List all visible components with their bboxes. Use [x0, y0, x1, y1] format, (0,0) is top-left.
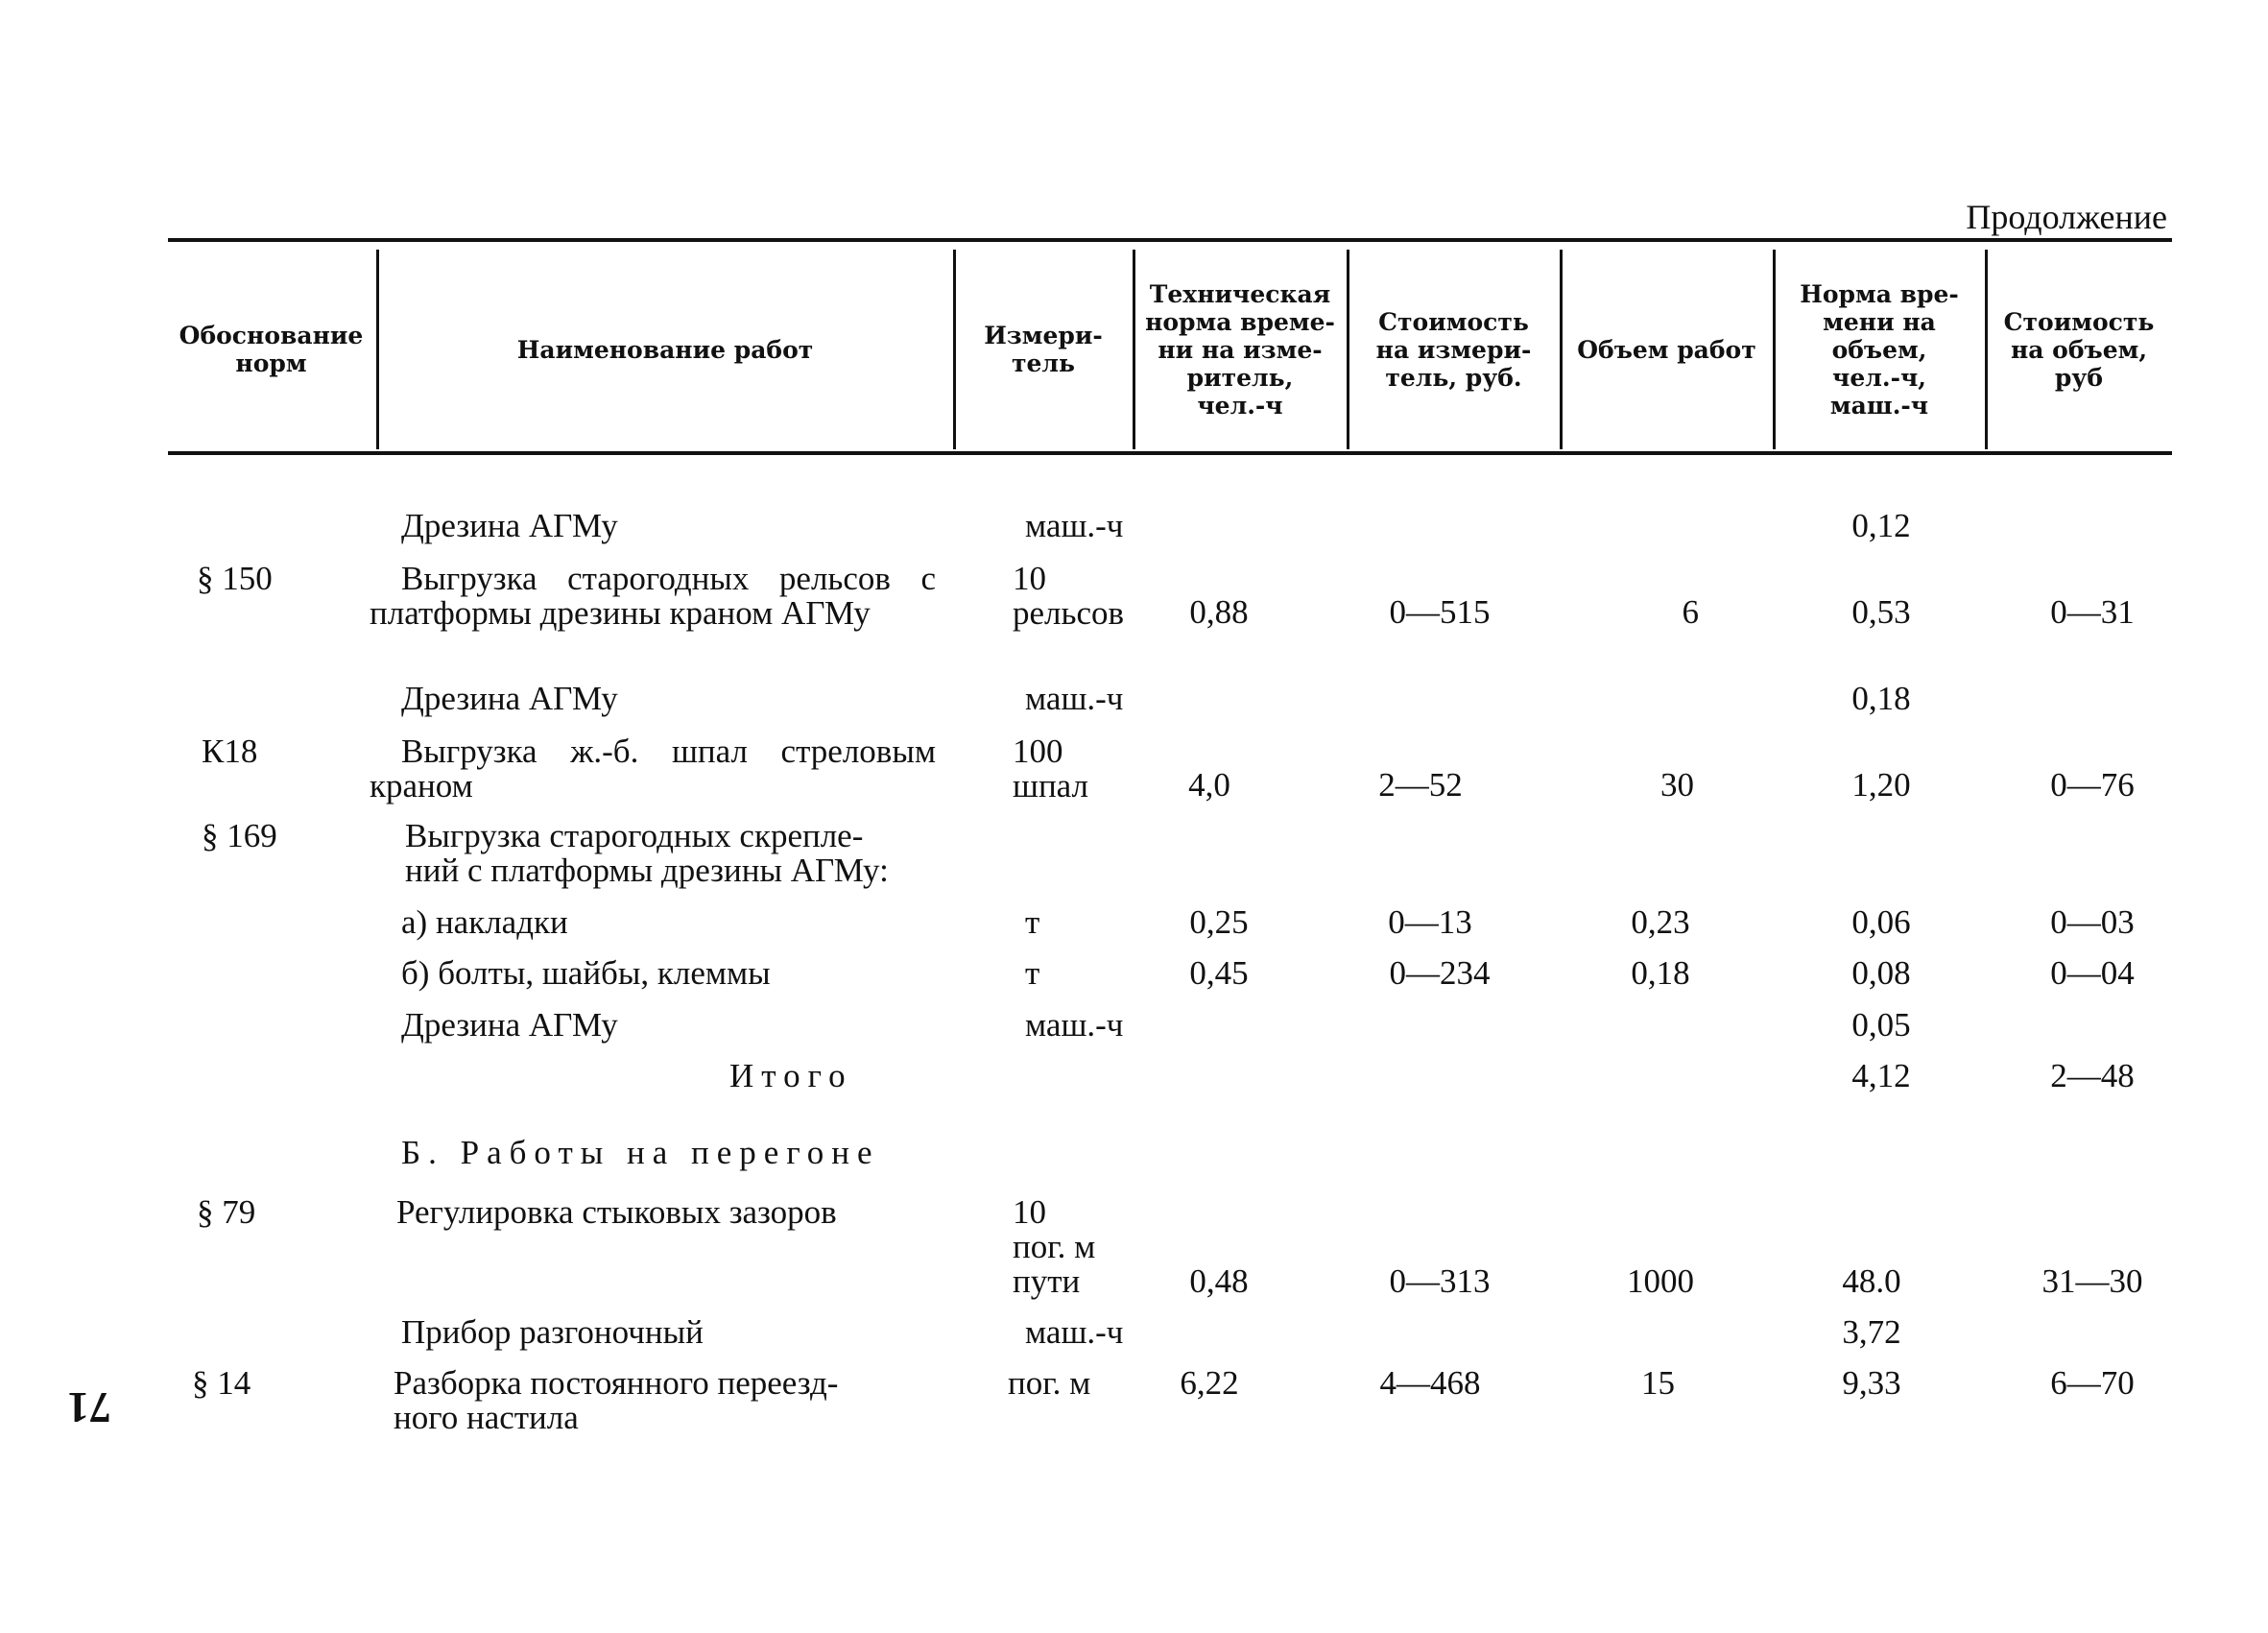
norm-cell: 4,0 — [1188, 766, 1230, 804]
unit-cell: 100 шпал — [1013, 732, 1088, 804]
norm-cell: 0,45 — [1189, 954, 1249, 992]
norm-cell: 0,88 — [1189, 593, 1249, 631]
header-basis: Обоснование норм — [179, 322, 364, 377]
header-time-norm: Техническая норма време- ни на изме- ритель, чел.-ч — [1145, 279, 1335, 420]
cost-cell: 0—13 — [1388, 903, 1472, 941]
unit-cell: маш.-ч — [1025, 507, 1124, 544]
norm-cell: 6,22 — [1180, 1364, 1239, 1402]
cost-total-cell: 0—04 — [2050, 954, 2135, 992]
volume-cell: 30 — [1660, 766, 1694, 804]
header-volume: Объем работ — [1577, 335, 1756, 364]
volume-cell: 0,23 — [1631, 903, 1690, 941]
norm-total-cell: 0,08 — [1851, 954, 1911, 992]
volume-cell: 15 — [1641, 1364, 1675, 1402]
cost-total-cell: 0—76 — [2050, 766, 2135, 804]
volume-cell: 6 — [1682, 593, 1699, 631]
norm-cell: 0,48 — [1189, 1262, 1249, 1300]
work-name: Разборка постоянного переезд- ного настила — [394, 1364, 839, 1436]
work-name: Прибор разгоночный — [401, 1313, 704, 1351]
basis-cell: § 14 — [192, 1364, 251, 1402]
header-cost-total: Стоимость на объем, руб — [2003, 307, 2155, 392]
total-label: Итого — [729, 1057, 853, 1094]
norm-total-cell: 0,05 — [1851, 1006, 1911, 1044]
cost-cell: 0—234 — [1389, 954, 1491, 992]
work-name: Дрезина АГМу — [401, 1006, 618, 1044]
unit-cell: маш.-ч — [1025, 1006, 1124, 1044]
norm-total-cell: 0,12 — [1851, 507, 1911, 544]
norm-total-cell: 3,72 — [1842, 1313, 1901, 1351]
basis-cell: § 150 — [197, 560, 273, 597]
header-time-total: Норма вре- мени на объем, чел.-ч, маш.-ч — [1800, 279, 1959, 420]
cost-total-cell: 31—30 — [2041, 1262, 2143, 1300]
header-unit: Измери- тель — [984, 322, 1103, 377]
cost-total-cell: 0—03 — [2050, 903, 2135, 941]
cost-cell: 0—313 — [1389, 1262, 1491, 1300]
unit-cell: т — [1025, 954, 1040, 992]
header-unit-cost: Стоимость на измери- тель, руб. — [1375, 307, 1532, 392]
norm-total-cell: 9,33 — [1842, 1364, 1901, 1402]
volume-cell: 1000 — [1627, 1262, 1694, 1300]
basis-cell: К18 — [202, 732, 258, 770]
continuation-label: Продолжение — [1966, 198, 2167, 236]
norm-total-cell: 48.0 — [1842, 1262, 1901, 1300]
basis-cell: § 169 — [202, 817, 277, 854]
norm-total-cell: 0,06 — [1851, 903, 1911, 941]
work-name: Выгрузка ж.-б. шпал стреловым краном — [370, 732, 936, 804]
norm-total-cell: 4,12 — [1851, 1057, 1911, 1094]
header-work-name: Наименование работ — [516, 335, 814, 364]
cost-cell: 2—52 — [1378, 766, 1463, 804]
volume-cell: 0,18 — [1631, 954, 1690, 992]
work-name: Дрезина АГМу — [401, 507, 618, 544]
table-top-rule — [168, 238, 2172, 242]
unit-cell: маш.-ч — [1025, 680, 1124, 717]
header-bottom-rule — [168, 451, 2172, 455]
unit-cell: т — [1025, 903, 1040, 941]
section-heading: Б. Работы на перегоне — [401, 1134, 880, 1171]
basis-cell: § 79 — [197, 1193, 256, 1231]
norm-total-cell: 1,20 — [1851, 766, 1911, 804]
cost-total-cell: 2—48 — [2050, 1057, 2135, 1094]
page-number: 71 — [67, 1383, 111, 1432]
work-name: Регулировка стыковых зазоров — [396, 1193, 837, 1231]
work-name: Дрезина АГМу — [401, 680, 618, 717]
unit-cell: маш.-ч — [1025, 1313, 1124, 1351]
norm-total-cell: 0,53 — [1851, 593, 1911, 631]
norm-cell: 0,25 — [1189, 903, 1249, 941]
cost-cell: 4—468 — [1379, 1364, 1481, 1402]
work-name: б) болты, шайбы, клеммы — [401, 954, 771, 992]
cost-cell: 0—515 — [1389, 593, 1491, 631]
work-name: Выгрузка старогодных рельсов с платформы дрезины краном АГМу — [370, 560, 936, 632]
unit-cell: пог. м — [1008, 1364, 1091, 1402]
unit-cell: 10 рельсов — [1013, 560, 1125, 632]
cost-total-cell: 0—31 — [2050, 593, 2135, 631]
work-name: Выгрузка старогодных скрепле- ний с платформы дрезины АГМу: — [405, 817, 889, 889]
work-name: а) накладки — [401, 903, 568, 941]
norm-total-cell: 0,18 — [1851, 680, 1911, 717]
cost-total-cell: 6—70 — [2050, 1364, 2135, 1402]
unit-cell: 10 пог. м пути — [1013, 1193, 1096, 1300]
